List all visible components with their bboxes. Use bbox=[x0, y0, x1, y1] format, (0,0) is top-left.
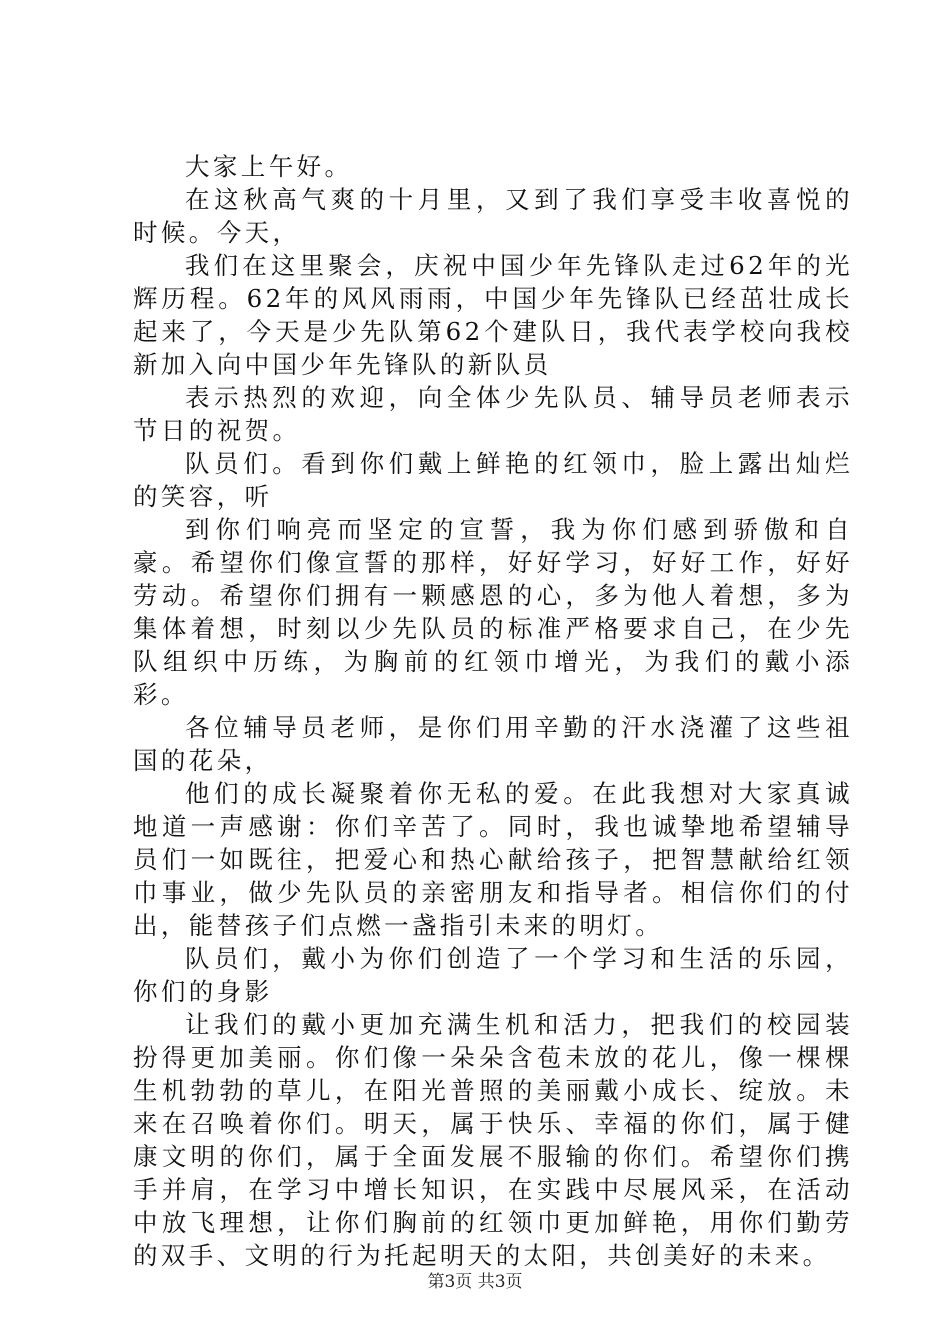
paragraph-teachers-thanks: 他们的成长凝聚着你无私的爱。在此我想对大家真诚地道一声感谢：你们辛苦了。同时，我也诚挚地希望辅导员们一如既往，把爱心和热心献给孩子，把智慧献给红领巾事业，做少先队员的亲密朋友和指导者。相信你们的付出，能替孩子们点燃一盏指引未来的明灯。 bbox=[133, 779, 853, 940]
document-body bbox=[133, 150, 853, 1272]
paragraph-celebration: 我们在这里聚会，庆祝中国少年先锋队走过62年的光辉历程。62年的风风雨雨，中国少年先锋队已经茁壮成长起来了，今天是少先队第62个建队日，我代表学校向我校新加入向中国少年先锋队的新队员 bbox=[133, 251, 853, 379]
paragraph-intro: 在这秋高气爽的十月里，又到了我们享受丰收喜悦的时候。今天， bbox=[133, 185, 853, 247]
paragraph-welcome: 表示热烈的欢迎，向全体少先队员、辅导员老师表示节日的祝贺。 bbox=[133, 383, 853, 445]
paragraph-greeting: 大家上午好。 bbox=[185, 152, 353, 181]
paragraph-teachers-address: 各位辅导员老师，是你们用辛勤的汗水浇灌了这些祖国的花朵， bbox=[133, 713, 853, 775]
paragraph-members-hopes: 到你们响亮而坚定的宣誓，我为你们感到骄傲和自豪。希望你们像宣誓的那样，好好学习，好好工作，好好劳动。希望你们拥有一颗感恩的心，多为他人着想，多为集体着想，时刻以少先队员的标准严格要求自己，在少先队组织中历练，为胸前的红领巾增光，为我们的戴小添彩。 bbox=[133, 515, 853, 709]
paragraph-school-address: 队员们，戴小为你们创造了一个学习和生活的乐园，你们的身影 bbox=[133, 944, 853, 1006]
paragraph-closing: 让我们的戴小更加充满生机和活力，把我们的校园装扮得更加美丽。你们像一朵朵含苞未放的花儿，像一棵棵生机勃勃的草儿，在阳光普照的美丽戴小成长、绽放。未来在召唤着你们。明天，属于快乐、幸福的你们，属于健康文明的你们，属于全面发展不服输的你们。希望你们携手并肩，在学习中增长知识，在实践中尽展风采，在活动中放飞理想，让你们胸前的红领巾更加鲜艳，用你们勤劳的双手、文明的行为托起明天的太阳，共创美好的未来。 bbox=[133, 1010, 853, 1270]
paragraph-members-address: 队员们。看到你们戴上鲜艳的红领巾，脸上露出灿烂的笑容，听 bbox=[133, 449, 853, 511]
page-footer: 第3页 共3页 bbox=[427, 1272, 523, 1292]
